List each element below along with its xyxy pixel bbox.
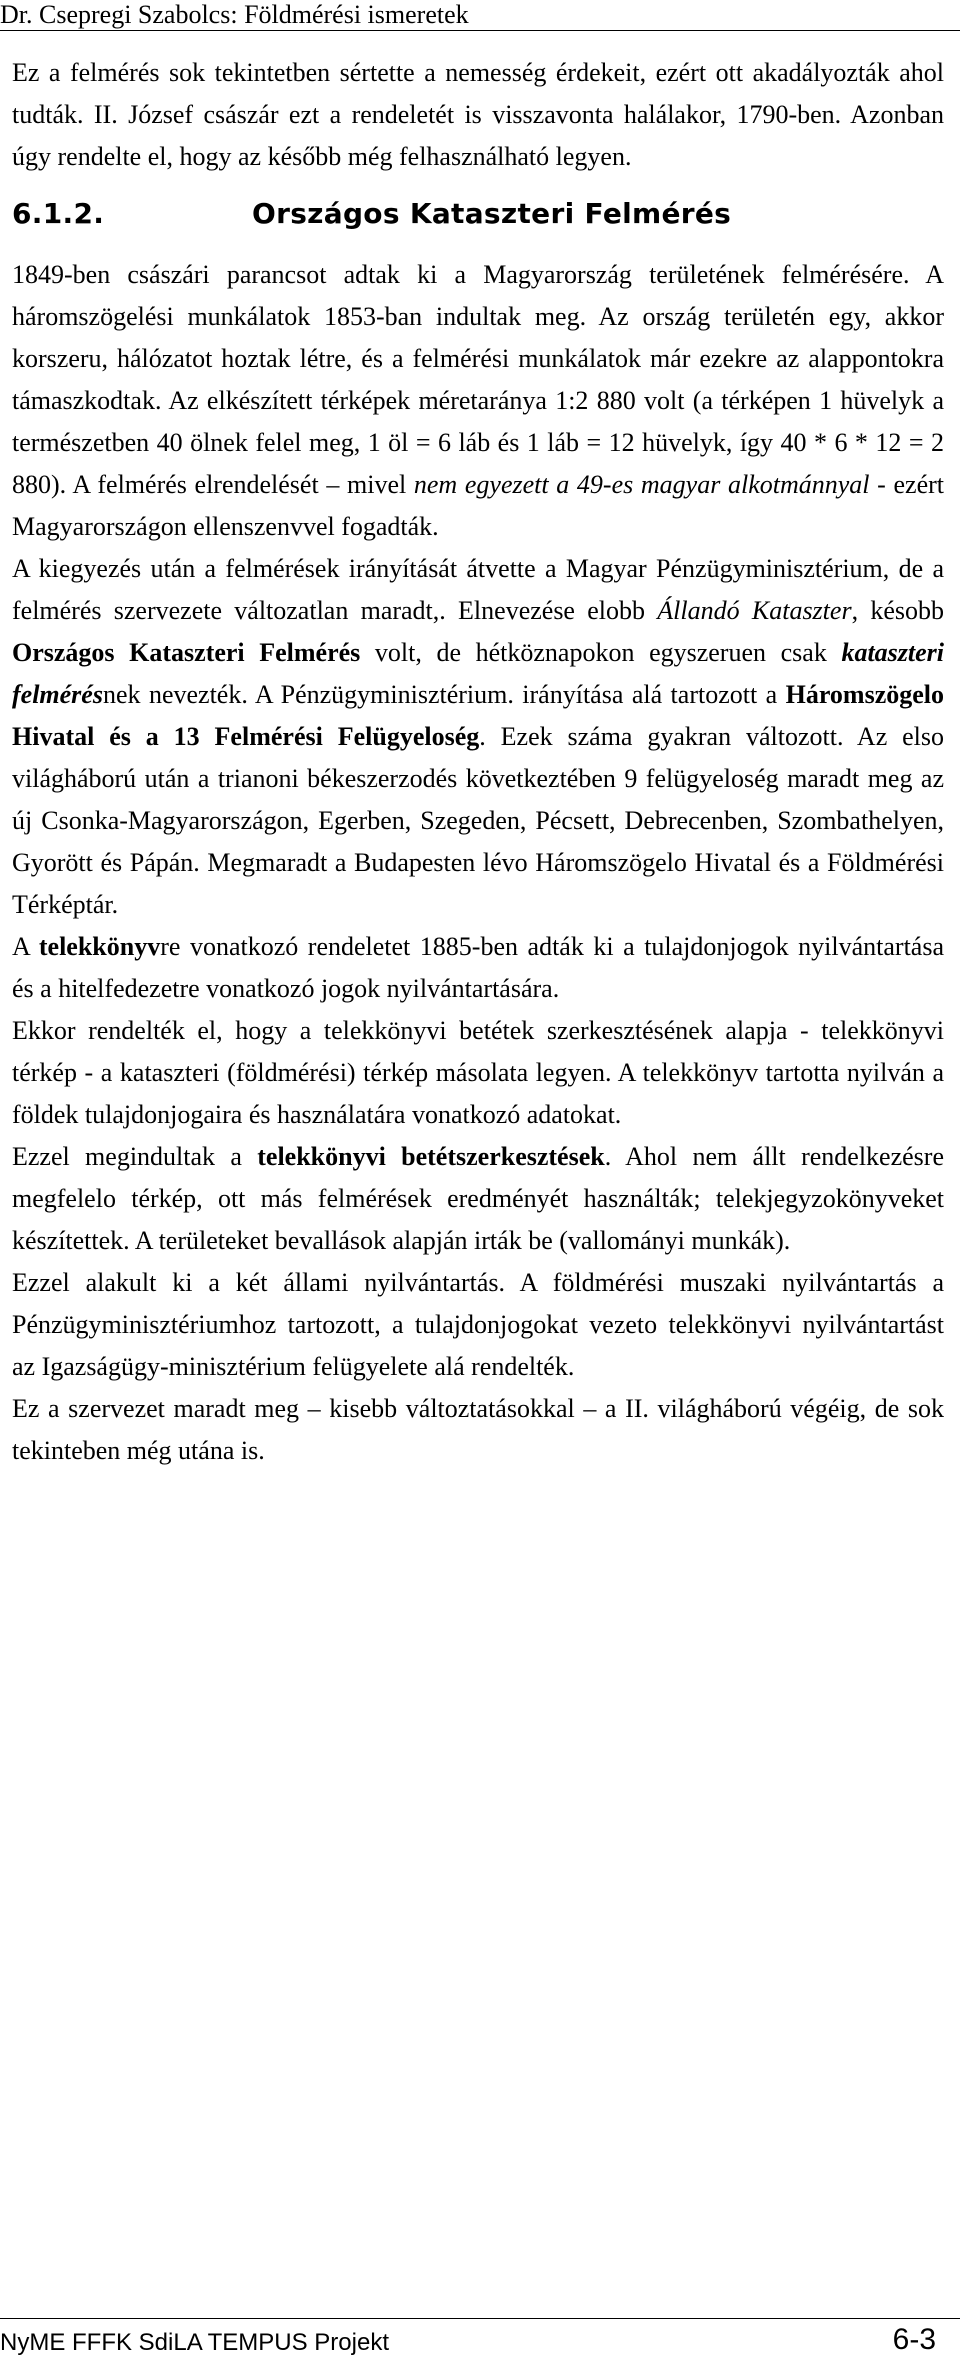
paragraph-text: . Ezek száma gyakran változott. Az elso világháború után a trianoni békeszerzodés következtében 9 felügyeloség maradt meg az új Csonka-Magyarországon, Egerben, Szegeden, Pécsett, Debrecenben, Szombathelyen, Gyorött és Pápán. Megmaradt a Budapesten lévo Háromszögelo Hivatal és a Földmérési Térképtár.: [12, 722, 945, 919]
bold-text: Háromszögelo Hivatal és a 13 Felmérési Felügyeloség: [12, 680, 944, 751]
section-heading: [12, 192, 944, 236]
paragraph-text: A: [12, 932, 39, 961]
paragraph-text: re vonatkozó rendeletet 1885-ben adták ki a tulajdonjogok nyilvántartása és a hitelfedezetre vonatkozó jogok nyilvántartására.: [12, 932, 944, 1003]
bold-text: Országos Kataszteri Felmérés: [12, 638, 361, 667]
paragraph-betetek: Ekkor rendelték el, hogy a telekkönyvi betétek szerkesztésének alapja - telekkönyvi térkép - a kataszteri (földmérési) térkép másolata legyen. A telekkönyv tartotta nyilván a földek tulajdonjogaira és használatára vonatkozó adatokat.: [12, 1016, 944, 1129]
section-number: 6.1.2.: [12, 197, 105, 230]
paragraph-text: - ezért Magyarországon ellenszenvvel fogadták.: [12, 470, 944, 541]
footer-project: NyME FFFK SdiLA TEMPUS Projekt: [0, 2329, 389, 2356]
paragraph-telekkonyv: [12, 926, 944, 1010]
italic-text: nem egyezett a 49-es magyar alkotmánnyal: [413, 470, 870, 499]
paragraph-text: A kiegyezés után a felmérések irányítását átvette a Magyar Pénzügyminisztérium, de a felmérés szervezete változatlan maradt,. Elnevezése elobb: [12, 554, 944, 625]
paragraph-1849: [12, 254, 944, 548]
paragraph-betetszerkesztes: [12, 1136, 944, 1262]
bold-text: telekkönyvi betétszerkesztések: [257, 1142, 605, 1171]
paragraph-text: . Ahol nem állt rendelkezésre megfelelo térkép, ott más felmérések eredményét használták; telekjegyzokönyveket készítettek. A területeket bevallások alapján irták be (vallományi munkák).: [12, 1142, 944, 1255]
page-footer: [0, 2318, 960, 2363]
section-title: Országos Kataszteri Felmérés: [252, 197, 732, 230]
paragraph-text: volt, de hétköznapokon egyszeruen csak: [360, 638, 842, 667]
bold-text: telekkönyv: [38, 932, 161, 961]
paragraph-text: Ezzel megindultak a: [12, 1142, 258, 1171]
paragraph-text: nek nevezték. A Pénzügyminisztérium. irányítása alá tartozott a: [102, 680, 786, 709]
paragraph-nyilvantartas: Ezzel alakult ki a két állami nyilvántartás. A földmérési muszaki nyilvántartás a Pénzügyminisztériumhoz tartozott, a tulajdonjogokat vezeto telekkönyvi nyilvántartást az Igazságügy-minisztérium felügyelete alá rendelték.: [12, 1268, 944, 1381]
paragraph-text: 1849-ben császári parancsot adtak ki a Magyarország területének felmérésére. A háromszögelési munkálatok 1853-ban indultak meg. Az ország területén egy, akkor korszeru, hálózatot hoztak létre, és a felmérési munkálatok már ezekre az alappontokra támaszkodtak. Az elkészített térképek méretaránya 1:2 880 volt (a térképen 1 hüvelyk a természetben 40 ölnek felel meg, 1 öl = 6 láb és 1 láb = 12 hüvelyk, így 40 * 6 * 12 = 2 880). A felmérés elrendelését – mivel: [12, 260, 944, 499]
paragraph-text: , késobb: [851, 596, 944, 625]
header-title: Dr. Csepregi Szabolcs: Földmérési ismeretek: [0, 0, 469, 29]
intro-paragraph: Ez a felmérés sok tekintetben sértette a nemesség érdekeit, ezért ott akadályozták ahol tudták. II. József császár ezt a rendeletét is visszavonta halálakor, 1790-ben. Azonban úgy rendelte el, hogy az később még felhasználható legyen.: [12, 58, 944, 171]
document-body: [12, 52, 944, 1472]
bold-italic-text: kataszteri felmérés: [12, 638, 945, 709]
italic-text: Állandó Kataszter: [657, 596, 852, 625]
paragraph-szervezet: Ez a szervezet maradt meg – kisebb változtatásokkal – a II. világháború végéig, de sok tekinteben még utána is.: [12, 1394, 944, 1465]
page-header: [0, 0, 960, 31]
page-number: 6-3: [892, 2323, 936, 2356]
paragraph-kiegyezes: [12, 548, 944, 926]
